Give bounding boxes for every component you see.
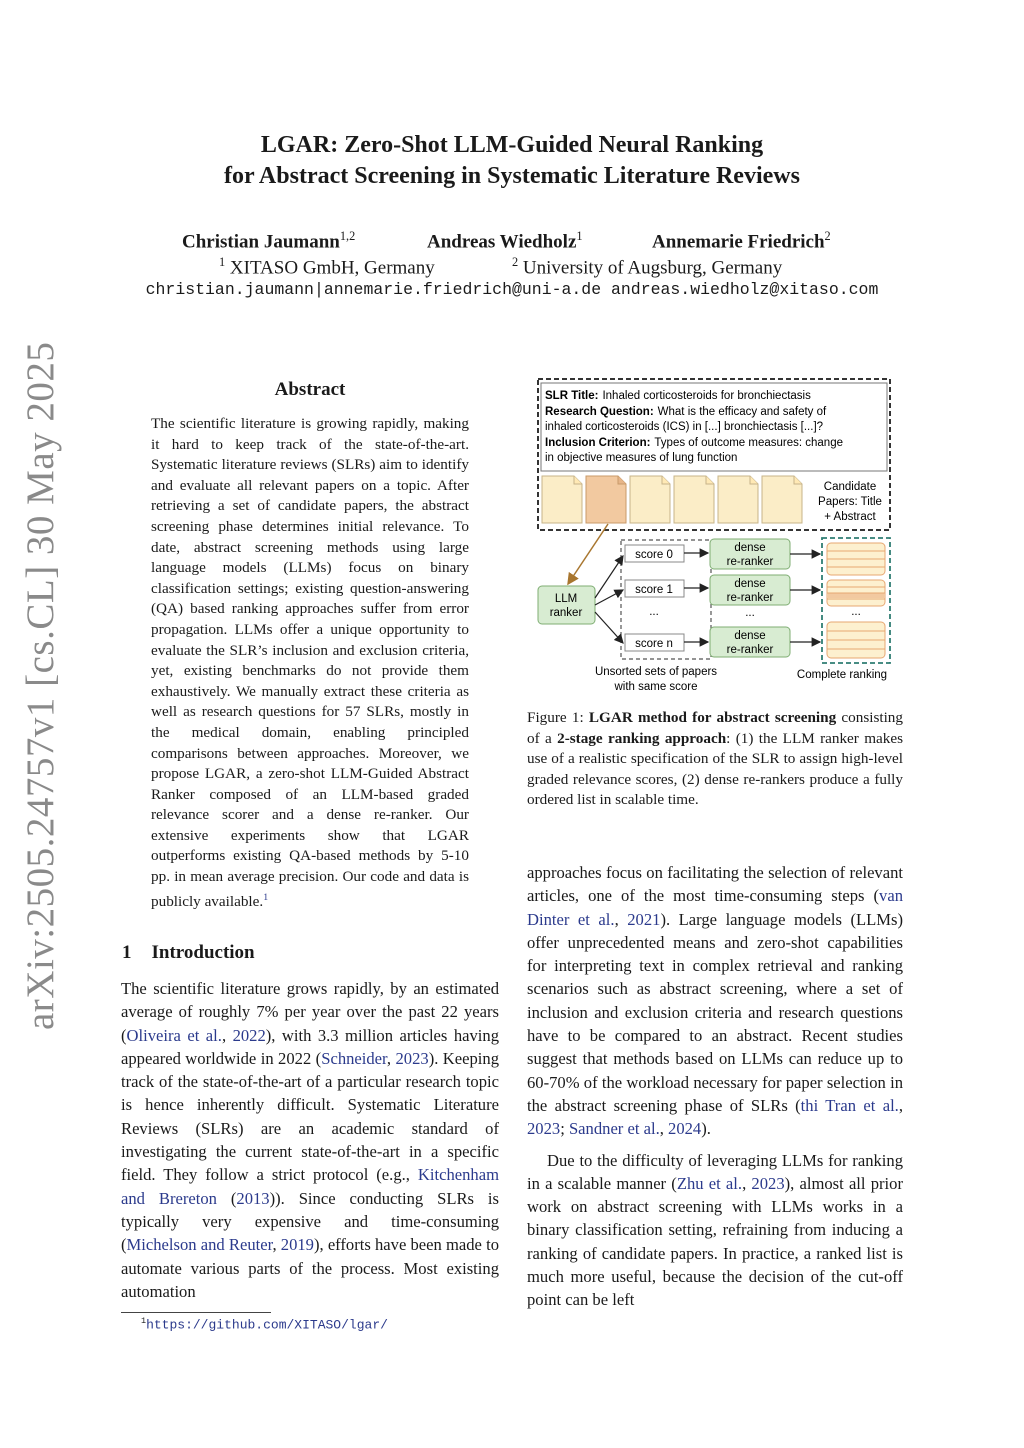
footnote-marker[interactable]: 1: [263, 891, 269, 903]
paragraph: [121, 977, 499, 1303]
paper-to-ranker-arrow: [568, 524, 608, 584]
text-run: approaches focus on facilitating the selection of relevant articles, one of the most time-consuming steps (: [527, 863, 903, 906]
dense-reranker-label: dense: [734, 578, 766, 590]
right-column-body: [527, 861, 903, 1312]
candidate-label: Papers: Title: [818, 496, 882, 508]
citation-link[interactable]: 2023: [751, 1173, 785, 1193]
title-line-1: LGAR: Zero-Shot LLM-Guided Neural Ranking: [260, 132, 764, 158]
score-label: score 0: [635, 549, 673, 561]
citation-link[interactable]: 2019: [280, 1235, 314, 1255]
text-run: ,: [386, 1048, 396, 1068]
candidate-label: + Abstract: [824, 511, 876, 523]
paper-icon: [674, 476, 714, 523]
paper-icon: [718, 476, 758, 523]
citation-link[interactable]: thi Tran et al.: [800, 1095, 899, 1115]
footnote-divider: [121, 1312, 271, 1313]
citation-link[interactable]: 2021: [627, 909, 661, 929]
text-run: ;: [560, 1119, 569, 1139]
abstract-text: The scientific literature is growing rapidly, making it hard to keep track of the state-of-the-art. Systematic literature reviews (SLRs) aim to identify and evaluate all relevant papers on a topic. After retrieving a set of candidate papers, the abstract screening phase determines initial relevance. To date, abstract screening methods using large language models (LLMs) focus on binary classification settings; existing question-answering (QA) based ranking approaches suffer from error propagation. LLMs offer a unique opportunity to evaluate the SLR’s inclusion and exclusion criteria, yet, existing benchmarks do not provide them exhaustively. We manually extract these criteria as well as research questions for 57 SLRs, mostly in the medical domain, enabling principled comparisons between approaches. Moreover, we propose LGAR, a zero-shot LLM-Guided Abstract Ranker composed of an LLM-based graded relevance scorer and a dense re-ranker. Our extensive experiments show that LGAR outperforms existing QA-based methods by 5-10 pp. in mean average precision. Our code and data is publicly available.: [151, 415, 469, 910]
paper-icon-highlighted: [586, 476, 626, 523]
text-run: Due to the difficulty of leveraging LLMs for ranking in a scalable manner (: [527, 1150, 903, 1193]
unsorted-sets-label: with same score: [614, 681, 698, 693]
dense-reranker-label: re-ranker: [726, 556, 774, 568]
score-label: score 1: [635, 584, 673, 596]
dense-reranker-label: re-ranker: [726, 644, 774, 656]
author: Andreas Wiedholz$^1$: [427, 229, 583, 253]
slr-title-text: SLR Title: Inhaled corticosteroids for bronchiectasis: [545, 390, 811, 402]
citation-link[interactable]: van Dinter et al.: [527, 886, 903, 929]
text-run: ,: [221, 1025, 233, 1045]
inclusion-criterion-text: Inclusion Criterion: Types of outcome measures: change: [545, 437, 843, 449]
list-ellipsis: ...: [851, 606, 861, 618]
footnote-link[interactable]: https://github.com/XITASO/lgar/: [146, 1317, 388, 1333]
citation-link[interactable]: Zhu et al.: [676, 1173, 743, 1193]
candidate-label: Candidate: [823, 481, 877, 493]
footnote: $^1$https://github.com/XITASO/lgar/: [141, 1316, 388, 1333]
dense-reranker-label: dense: [734, 630, 766, 642]
paper-icon: [542, 476, 582, 523]
score-label: score n: [635, 638, 673, 650]
introduction-body: [121, 977, 499, 1303]
ranked-list: [827, 543, 885, 575]
complete-ranking-label: Complete ranking: [796, 669, 888, 681]
paragraph: [527, 1149, 903, 1312]
ranked-list: [827, 580, 885, 606]
citation-link[interactable]: Kitchenham and Brereton: [121, 1165, 499, 1208]
unsorted-sets-label: Unsorted sets of papers: [594, 666, 718, 678]
author: Christian Jaumann$^{1,2}$: [182, 229, 356, 253]
author-emails: christian.jaumann|annemarie.friedrich@uni-a.de andreas.wiedholz@xitaso.com: [145, 280, 879, 299]
candidate-papers: [542, 476, 802, 523]
affiliation: $^1$ XITASO GmbH, Germany: [219, 255, 435, 279]
author: Annemarie Friedrich$^2$: [652, 229, 831, 253]
reranker-ellipsis: ...: [745, 607, 755, 619]
citation-link[interactable]: Sandner et al.: [568, 1119, 660, 1139]
score-ellipsis: ...: [649, 606, 659, 618]
figure-1-diagram: [530, 376, 896, 696]
research-question-text-cont: inhaled corticosteroids (ICS) in [...] bronchiectasis [...]?: [545, 421, 824, 433]
text-run: ,: [272, 1235, 281, 1255]
citation-link[interactable]: 2023: [395, 1048, 429, 1068]
abstract-body: [151, 414, 469, 912]
paper-icon: [762, 476, 802, 523]
paper-title: [0, 130, 1024, 192]
research-question-text: Research Question: What is the efficacy and safety of: [545, 406, 827, 418]
paragraph: [527, 861, 903, 1141]
text-run: ).: [701, 1119, 711, 1139]
citation-link[interactable]: Schneider: [321, 1048, 387, 1068]
title-line-2: for Abstract Screening in Systematic Literature Reviews: [224, 163, 800, 189]
abstract-heading: Abstract: [274, 379, 346, 400]
text-run: ,: [659, 1119, 669, 1139]
dense-reranker-label: dense: [734, 542, 766, 554]
text-run: ,: [898, 1095, 903, 1115]
text-run: ,: [742, 1173, 752, 1193]
text-run: ). Keeping track of the state-of-the-art of a particular research topic is hence inherently difficult. Systematic Literature Reviews (SLRs) are an academic standard of investigating the current state-of-the-art in a specific field. They follow a strict protocol (e.g.,: [121, 1048, 500, 1185]
citation-link[interactable]: Michelson and Reuter: [126, 1235, 273, 1255]
text-run: ), efforts have been made to automate various parts of the process. Most existing automation: [121, 1235, 499, 1301]
arrow: [595, 612, 623, 643]
arxiv-identifier: arXiv:2505.24757v1 [cs.CL] 30 May 2025: [19, 341, 62, 1030]
citation-link[interactable]: 2023: [527, 1119, 561, 1139]
paper-icon: [630, 476, 670, 523]
citation-link[interactable]: 2024: [668, 1119, 702, 1139]
citation-link[interactable]: 2022: [232, 1025, 266, 1045]
llm-ranker-label: LLM: [554, 593, 578, 605]
llm-ranker-label: ranker: [549, 607, 583, 619]
text-run: ), almost all prior work on abstract screening with LLMs works in a binary classification setting, refraining from inducing a ranking of candidate papers. In practice, a ranked list is much more useful, because the decision of the cut-off point can be left: [527, 1173, 903, 1310]
dense-reranker-label: re-ranker: [726, 592, 774, 604]
text-run: ), with 3.3 million articles having appeared worldwide in 2022 (: [121, 1025, 500, 1068]
figure-1-caption: Figure 1: LGAR method for abstract screening consisting of a 2-stage ranking approach: (1) the LLM ranker makes use of a realistic specification of the SLR to assign high-level graded relevance scores, (2) dense re-rankers produce a fully ordered list in scalable time.: [527, 709, 903, 809]
citation-link[interactable]: 2013: [236, 1188, 270, 1208]
text-run: )). Since conducting SLRs is typically very expensive and time-consuming (: [121, 1188, 499, 1255]
text-run: (: [216, 1188, 237, 1208]
section-heading-introduction: 1 Introduction: [122, 942, 255, 963]
affiliation: $^2$ University of Augsburg, Germany: [512, 255, 783, 279]
text-run: ,: [614, 909, 628, 929]
citation-link[interactable]: Oliveira et al.: [126, 1025, 222, 1045]
text-run: The scientific literature grows rapidly, by an estimated average of roughly 7% per year over the past 22 years (: [121, 979, 499, 1045]
inclusion-criterion-text-cont: in objective measures of lung function: [545, 452, 738, 464]
text-run: ). Large language models (LLMs) offer unprecedented means and zero-shot capabilities for interpreting text in complex retrieval and ranking scenarios such as abstract screening, where a set of inclusion and exclusion criteria and research questions have to be compared to an abstract. Recent studies suggest that methods based on LLMs can reduce up to 60-70% of the workload necessary for paper selection in the abstract screening phase of SLRs (: [527, 909, 903, 1115]
ranked-list: [827, 622, 885, 658]
